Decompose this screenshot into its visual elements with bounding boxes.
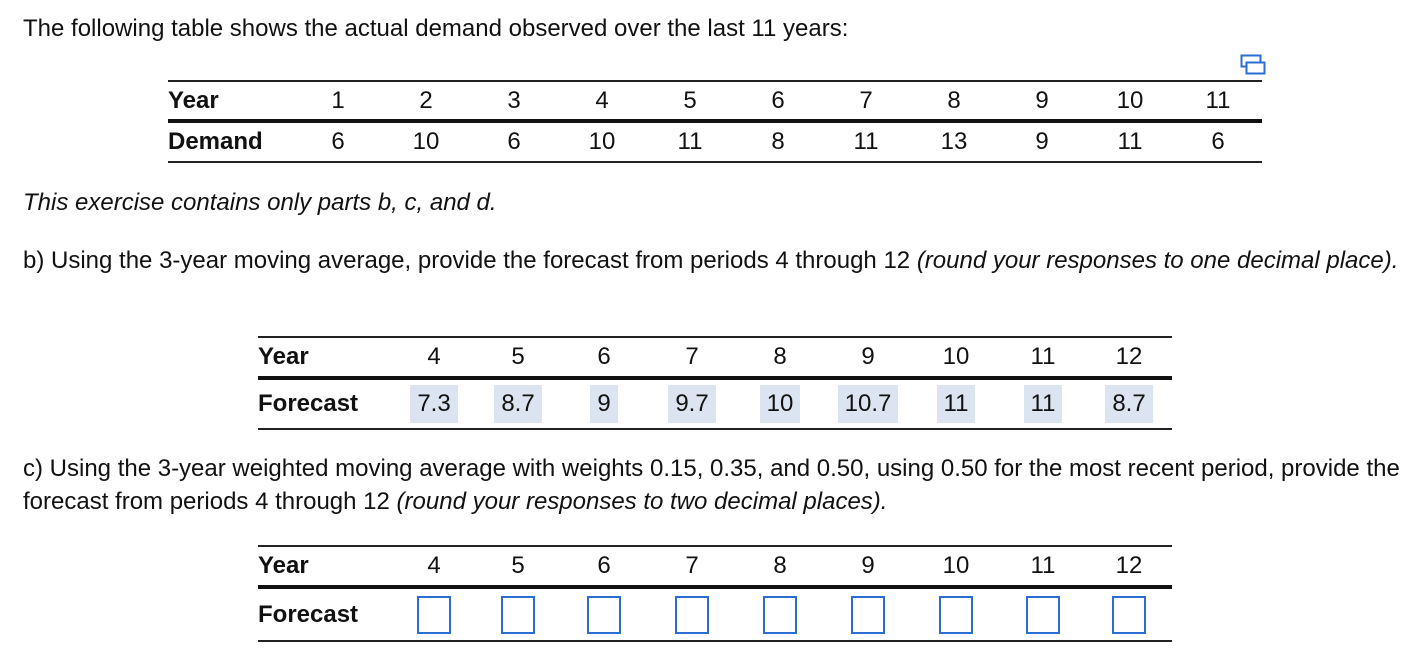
wma-forecast-cell: [1000, 587, 1086, 641]
demand-row-label: Demand: [168, 121, 294, 162]
ma-year-cell: 8: [736, 337, 824, 378]
question-c: [23, 452, 1413, 518]
wma-forecast-input[interactable]: [501, 596, 535, 634]
ma-year-cell: 4: [392, 337, 476, 378]
wma-forecast-input[interactable]: [1112, 596, 1146, 634]
wma-year-cell: 7: [648, 546, 736, 587]
demand-cell: 6: [294, 121, 382, 162]
demand-cell: 6: [470, 121, 558, 162]
year-cell: 11: [1174, 81, 1262, 121]
year-cell: 10: [1086, 81, 1174, 121]
wma-year-cell: 5: [476, 546, 560, 587]
ma-year-cell: 12: [1086, 337, 1172, 378]
weighted-moving-average-table: [258, 545, 1172, 642]
year-cell: 2: [382, 81, 470, 121]
wma-year-cell: 10: [912, 546, 1000, 587]
ma-forecast-cell: [392, 378, 476, 429]
year-cell: 7: [822, 81, 910, 121]
demand-cell: 11: [822, 121, 910, 162]
year-cell: 5: [646, 81, 734, 121]
ma-forecast-answer: 10: [760, 385, 801, 423]
ma-forecast-cell: [1086, 378, 1172, 429]
wma-year-cell: 8: [736, 546, 824, 587]
demand-cell: 10: [558, 121, 646, 162]
wma-forecast-cell: [824, 587, 912, 641]
ma-forecast-cell: [736, 378, 824, 429]
demand-table: [168, 80, 1262, 163]
year-row-label: Year: [168, 81, 294, 121]
wma-forecast-cell: [736, 587, 824, 641]
year-row: [168, 81, 1262, 121]
demand-cell: 11: [1086, 121, 1174, 162]
ma-forecast-answer: 7.3: [410, 385, 457, 423]
wma-year-cell: 11: [1000, 546, 1086, 587]
wma-forecast-input[interactable]: [417, 596, 451, 634]
wma-forecast-input[interactable]: [939, 596, 973, 634]
question-b-text: b) Using the 3-year moving average, provide the forecast from periods 4 through 12: [23, 247, 917, 274]
ma-forecast-answer: 9: [590, 385, 617, 423]
year-cell: 3: [470, 81, 558, 121]
ma-forecast-cell: [824, 378, 912, 429]
year-cell: 9: [998, 81, 1086, 121]
wma-forecast-cell: [648, 587, 736, 641]
wma-forecast-cell: [560, 587, 648, 641]
ma-year-cell: 10: [912, 337, 1000, 378]
demand-cell: 10: [382, 121, 470, 162]
ma-forecast-row: [258, 378, 1172, 429]
ma-forecast-cell: [912, 378, 1000, 429]
ma-year-cell: 5: [476, 337, 560, 378]
wma-forecast-cell: [1086, 587, 1172, 641]
wma-forecast-cell: [392, 587, 476, 641]
ma-year-cell: 6: [560, 337, 648, 378]
wma-year-cell: 9: [824, 546, 912, 587]
wma-year-cell: 4: [392, 546, 476, 587]
wma-year-cell: 6: [560, 546, 648, 587]
wma-year-row: [258, 546, 1172, 587]
year-cell: 6: [734, 81, 822, 121]
copy-table-icon[interactable]: [1240, 54, 1266, 76]
moving-average-table: [258, 336, 1172, 430]
wma-forecast-input[interactable]: [675, 596, 709, 634]
demand-cell: 11: [646, 121, 734, 162]
wma-forecast-label: Forecast: [258, 587, 392, 641]
wma-year-cell: 12: [1086, 546, 1172, 587]
ma-year-cell: 9: [824, 337, 912, 378]
ma-forecast-answer: 8.7: [494, 385, 541, 423]
demand-cell: 9: [998, 121, 1086, 162]
ma-year-label: Year: [258, 337, 392, 378]
ma-forecast-answer: 10.7: [838, 385, 899, 423]
year-cell: 1: [294, 81, 382, 121]
ma-forecast-label: Forecast: [258, 378, 392, 429]
question-c-hint: (round your responses to two decimal places).: [396, 488, 888, 515]
ma-forecast-answer: 9.7: [668, 385, 715, 423]
ma-forecast-cell: [476, 378, 560, 429]
demand-cell: 13: [910, 121, 998, 162]
ma-year-cell: 7: [648, 337, 736, 378]
demand-row: [168, 121, 1262, 162]
wma-forecast-input[interactable]: [851, 596, 885, 634]
year-cell: 8: [910, 81, 998, 121]
ma-forecast-answer: 8.7: [1105, 385, 1152, 423]
ma-forecast-answer: 11: [1024, 385, 1063, 423]
intro-text: The following table shows the actual demand observed over the last 11 years:: [23, 15, 849, 42]
exercise-note: This exercise contains only parts b, c, and d.: [23, 189, 497, 216]
wma-forecast-cell: [476, 587, 560, 641]
wma-forecast-input[interactable]: [763, 596, 797, 634]
ma-forecast-cell: [560, 378, 648, 429]
wma-forecast-input[interactable]: [587, 596, 621, 634]
ma-year-row: [258, 337, 1172, 378]
ma-forecast-answer: 11: [937, 385, 976, 423]
question-c-text: c) Using the 3-year weighted moving average with weights 0.15, 0.35, and 0.50, using 0.50 for the most recent period, provide the forecast from periods 4 through 12: [23, 455, 1400, 515]
wma-forecast-cell: [912, 587, 1000, 641]
question-b: [23, 244, 1403, 277]
ma-forecast-cell: [648, 378, 736, 429]
ma-year-cell: 11: [1000, 337, 1086, 378]
year-cell: 4: [558, 81, 646, 121]
ma-forecast-cell: [1000, 378, 1086, 429]
demand-cell: 8: [734, 121, 822, 162]
wma-forecast-row: [258, 587, 1172, 641]
question-b-hint: (round your responses to one decimal place).: [916, 247, 1399, 274]
wma-forecast-input[interactable]: [1026, 596, 1060, 634]
demand-cell: 6: [1174, 121, 1262, 162]
wma-year-label: Year: [258, 546, 392, 587]
